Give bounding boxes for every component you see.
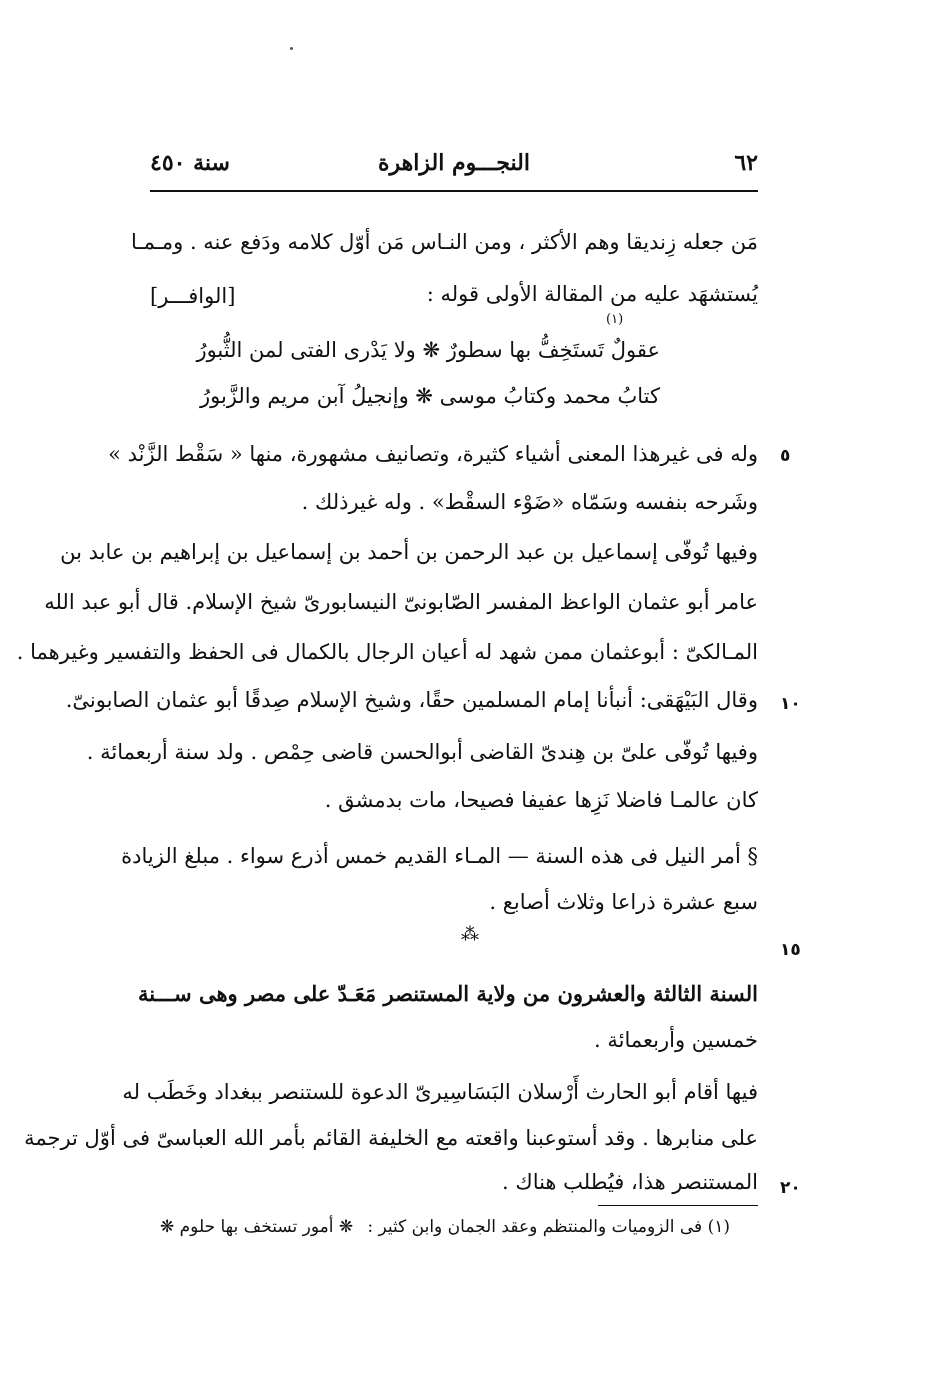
running-header [150,150,758,182]
body-line: § أمر النيل فى هذه السنة — المـاء القديم خمس أذرع سواء . مبلغ الزيادة [121,844,758,868]
body-line: يُستشهَد عليه من المقالة الأولى قوله : [426,282,758,306]
line-number: ١٥ [780,940,801,960]
section-heading-line: السنة الثالثة والعشرون من ولاية المستنصر مَعَـدّ على مصر وهى ســـنة [137,981,758,1006]
footnote-rule [598,1205,758,1206]
body-line: مَن جعله زِنديقا وهم الأكثر ، ومن النـاس مَن أوّل كلامه ودَفع عنه . ومـمـا [131,230,758,254]
verse-line: كتابُ محمد وكتابُ موسى ❋ وإنجيلُ آبن مريم والزَّبورُ [199,384,660,408]
body-line: وله فى غيرهذا المعنى أشياء كثيرة، وتصانيف مشهورة، منها « سَقْط الزَّنْد » [108,442,758,466]
header-rule [150,190,758,192]
body-line: فيها أقام أبو الحارث أَرْسلان البَسَاسِيرىّ الدعوة للستنصر ببغداد وخَطَب له [122,1080,758,1104]
year-label: سنة ٤٥٠ [150,150,230,176]
body-line: وفيها تُوفّى علىّ بن هِندىّ القاضى أبوالحسن قاضى حِمْص . ولد سنة أربعمائة . [86,740,758,764]
verse-footnote-marker: (١) [606,312,624,327]
body-line: عامر أبو عثمان الواعظ المفسر الصّابونىّ النيسابورىّ شيخ الإسلام. قال أبو عبد الله [44,590,758,614]
speck [290,47,293,50]
line-number: ٥ [780,446,791,466]
section-separator: ⁂ [461,924,479,945]
verse-line: عقولٌ تَستَخِفُّ بها سطورٌ ❋ ولا يَدْرى الفتى لمن الثُّبورُ [196,338,660,362]
meter-label: [الوافـــر] [150,284,236,308]
body-line: على منابرها . وقد أستوعبنا واقعته مع الخليفة القائم بأمر الله العباسىّ فى أوّل ترجمة [24,1126,758,1150]
body-line: وقال البَيْهَقى: أنبأنا إمام المسلمين حقًا، وشيخ الإسلام صِدقًا أبو عثمان الصابونىّ. [65,688,758,712]
footnote-text: (١) فى الزوميات والمنتظم وعقد الجمان وابن كثير : [367,1217,730,1237]
body-line: وفيها تُوفّى إسماعيل بن عبد الرحمن بن أحمد بن إسماعيل بن إبراهيم بن عابد بن [60,540,758,564]
line-number: ٢٠ [780,1178,801,1198]
body-line: وشَرحه بنفسه وسَمّاه «ضَوْء السقْط» . وله غيرذلك . [301,490,758,514]
body-line: المستنصر هذا، فيُطلب هناك . [502,1170,758,1194]
body-line: المـالكىّ : أبوعثمان ممن شهد له أعيان الرجال بالكمال فى الحفظ والتفسير وغيرهما . [16,640,758,664]
book-title: النجـــوم الزاهرة [378,150,530,176]
page-number: ٦٢ [734,150,758,176]
body-line: خمسين وأربعمائة . [594,1028,758,1052]
line-number: ١٠ [780,694,801,714]
footnote-verse: ❋ أمور تستخف بها حلوم ❋ [160,1217,354,1237]
body-line: سبع عشرة ذراعا وثلاث أصابع . [489,890,758,914]
body-line: كان عالمـا فاضلا نَزِها عفيفا فصيحا، مات بدمشق . [324,788,758,812]
